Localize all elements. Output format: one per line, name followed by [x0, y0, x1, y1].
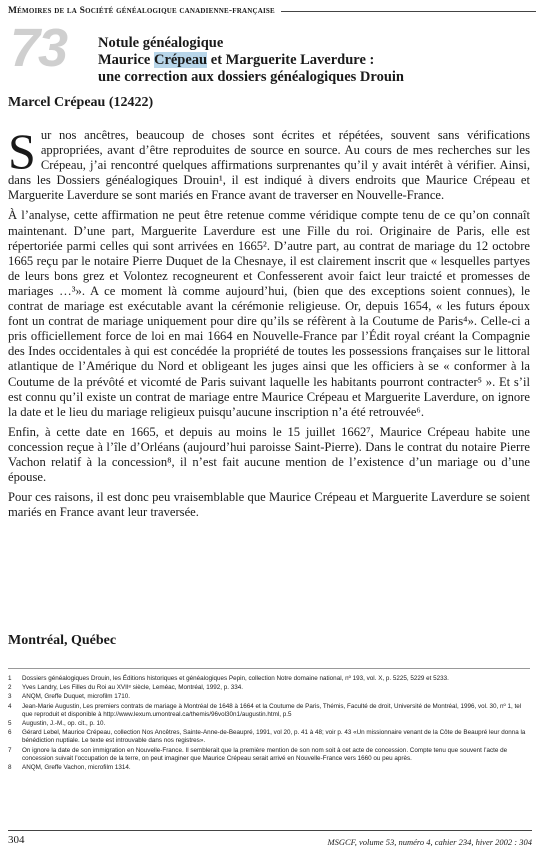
- footnote-text: Yves Landry, Les Filles du Roi au XVIIᵉ siècle, Leméac, Montréal, 1992, p. 334.: [22, 684, 243, 692]
- journal-header: [8, 6, 536, 16]
- footnote: [8, 693, 530, 701]
- footnote-text: Jean-Marie Augustin, Les premiers contrats de mariage à Montréal de 1648 à 1664 et la Coutume de Paris, Thémis, Faculté de droit, Université de Montréal, 1996, vol. 30, nº 1, tel que reproduit et disponible à http://www.lexum.umontreal.ca/themis/96vol30n1/augustin.html, p.5: [22, 702, 522, 718]
- journal-citation: MSGCF, volume 53, numéro 4, cahier 234, hiver 2002 : 304: [327, 837, 532, 847]
- footnote-number: 6: [8, 729, 12, 737]
- title-line-2-pre: Maurice: [98, 52, 154, 68]
- footnote: [8, 684, 530, 692]
- footnote-number: 1: [8, 675, 12, 682]
- footnote-text: Augustin, J.-M., op. cit., p. 10.: [22, 720, 106, 728]
- article-body: [8, 123, 530, 525]
- article-number: 73: [10, 18, 67, 78]
- article-title: [98, 35, 404, 86]
- footnote-text: ANQM, Greffe Duquet, microfilm 1710.: [22, 693, 131, 701]
- page-footer: [8, 830, 532, 847]
- paragraph-1-text: ur nos ancêtres, beaucoup de choses sont écrites et répétées, souvent sans vérifications appropriées, avant d’être reproduites de source en source. Au cours de mes recherches sur les Crépeau, j’ai rencontré quelques affirmations surprenantes qu’il y avait intérêt à vérifier. Ainsi, dans les Dossiers généalogiques Drouin¹, il est indiqué à divers endroits que Maurice Crépeau et Marguerite Laverdure se sont mariés en France avant de traverser en Nouvelle-France.: [8, 128, 530, 203]
- footnote: [8, 747, 530, 763]
- footnote-number: 7: [8, 746, 12, 754]
- header-rule: [281, 11, 536, 12]
- footnote-number: 4: [8, 702, 12, 710]
- title-line-3: une correction aux dossiers généalogiques Drouin: [98, 69, 404, 85]
- footnote-text: Dossiers généalogiques Drouin, les Éditions historiques et généalogiques Pepin, collection Notre domaine national, nº 193, vol. X, p. 5225, 5229 et 5233.: [22, 675, 449, 682]
- title-line-2-post: et Marguerite Laverdure :: [207, 52, 375, 68]
- footnote: [8, 764, 530, 772]
- paragraph-4: Pour ces raisons, il est donc peu vraisemblable que Maurice Crépeau et Marguerite Laverdure se soient mariés en France avant leur traversée.: [8, 490, 530, 520]
- footnote-number: 3: [8, 693, 12, 701]
- paragraph-3: Enfin, à cette date en 1665, et depuis au moins le 15 juillet 1662⁷, Maurice Crépeau habite une concession reçue à l’île d’Orléans (aujourd’hui paroisse Saint-Pierre). Dans le contrat du notaire Pierre Vachon relatif à la concession⁸, il n’est fait aucune mention de l’existence d’un mariage ou d’une épouse.: [8, 424, 530, 485]
- drop-cap: S: [8, 123, 36, 179]
- paragraph-1: [8, 123, 530, 203]
- footnote-number: 8: [8, 764, 12, 772]
- footnote: [8, 675, 530, 683]
- title-line-2: [98, 52, 404, 69]
- page-number: 304: [8, 834, 25, 846]
- footnotes: [8, 668, 530, 773]
- footnote-number: 5: [8, 720, 12, 728]
- footnote-text: On ignore la date de son immigration en Nouvelle-France. Il semblerait que la première mention de son nom soit à cet acte de concession. Compte tenu que souvent l’acte de concession suivait l’occupation de la terre, on peut imaginer que Maurice Crépeau serait arrivé en Nouvelle-France vers 1660 ou peu après.: [22, 746, 508, 762]
- highlighted-name: Crépeau: [153, 52, 208, 68]
- place: Montréal, Québec: [8, 633, 117, 648]
- footnote-number: 2: [8, 684, 12, 692]
- footnote: [8, 720, 530, 728]
- footnote: [8, 703, 530, 719]
- footnote-text: ANQM, Greffe Vachon, microfilm 1314.: [22, 764, 131, 772]
- footnote-text: Gérard Lebel, Maurice Crépeau, collection Nos Ancêtres, Sainte-Anne-de-Beaupré, 1991, vol 20, p. 41 à 48; voir p. 43 «Un missionnaire venant de la Côte de Beaupré leur donna la bénédiction nuptiale. Le texte est introuvable dans nos registres».: [22, 729, 526, 745]
- journal-name: Mémoires de la Société généalogique canadienne-française: [8, 6, 275, 16]
- author: Marcel Crépeau (12422): [8, 95, 154, 110]
- title-line-1: Notule généalogique: [98, 35, 224, 51]
- footnote: [8, 729, 530, 745]
- paragraph-2: À l’analyse, cette affirmation ne peut être retenue comme véridique compte tenu de ce qu’on connaît maintenant. D’une part, Marguerite Laverdure est une Fille du roi. Originaire de Paris, elle est répertoriée parmi celles qui sont arrivées en 1665². D’autre part, au contrat de mariage du 12 octobre 1665 reçu par le notaire Pierre Duquet de la Chesnaye, il est clairement inscrit que « lesquelles partyes de leurs bons grez et Volontez recogneurent et Confesserent avoir faict leur traicté et promesses de mariages …³». A ce moment là comme aujourd’hui, (bien que des exceptions soient connues), le contrat de mariage est exécutable avant la cérémonie religieuse. Or, depuis 1654, « les futurs époux font un contrat de mariage uniquement pour dire qu’ils se réfèrent à la Coutume de Paris⁴». Celle-ci a pris officiellement force de loi en mai 1664 en Nouvelle-France par l’Édit royal créant la Compagnie des Indes occidentales à qui est concédée la propriété de toutes les possessions françaises sur le littoral atlantique de l’Amérique du Nord et obligeant les juges ainsi que les officiers à se « conformer à la Coutume de la prévôté et vicomté de Paris suivant laquelle les habitants pourront contracter⁵ ». Et s’il est connu qu’il existe un contrat de mariage entre Maurice Crépeau et Marguerite Laverdure, on ignore la date et le lieu du mariage religieux puisqu’aucune inscription n’a été retrouvée⁶.: [8, 208, 530, 419]
